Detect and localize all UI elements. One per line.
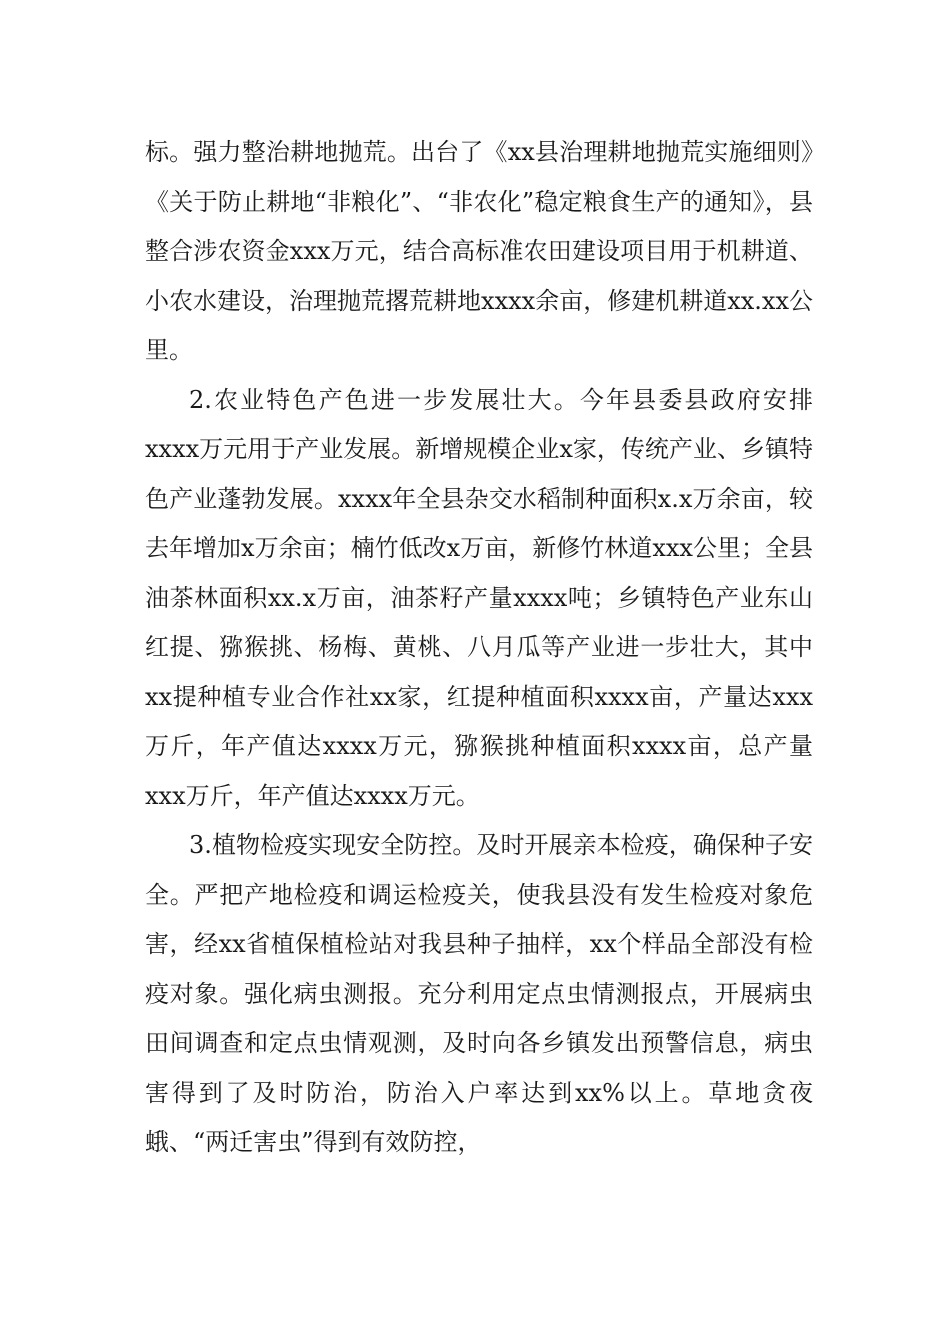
body-text xyxy=(145,128,813,1168)
paragraph-plant-quarantine: 3.植物检疫实现安全防控。及时开展亲本检疫，确保种子安全。严把产地检疫和调运检疫关，使我县没有发生检疫对象危害，经xx省植保植检站对我县种子抽样，xx个样品全部没有检疫对象。强化病虫测报。充分利用定点虫情测报点，开展病虫田间调查和定点虫情观测，及时向各乡镇发出预警信息，病虫害得到了及时防治，防治入户率达到xx%以上。草地贪夜蛾、“两迁害虫”得到有效防控， xyxy=(145,831,813,1156)
paragraph-continuation: 标。强力整治耕地抛荒。出台了《xx县治理耕地抛荒实施细则》《关于防止耕地“非粮化”、“非农化”稳定粮食生产的通知》，县整合涉农资金xxx万元，结合高标准农田建设项目用于机耕道、小农水建设，治理抛荒撂荒耕地xxxx余亩，修建机耕道xx.xx公里。 xyxy=(145,138,813,364)
paragraph-agri-industry: 2.农业特色产色进一步发展壮大。今年县委县政府安排xxxx万元用于产业发展。新增规模企业x家，传统产业、乡镇特色产业蓬勃发展。xxxx年全县杂交水稻制种面积x.x万余亩，较去年增加x万余亩；楠竹低改x万亩，新修竹林道xxx公里；全县油茶林面积xx.x万亩，油茶籽产量xxxx吨；乡镇特色产业东山红提、猕猴挑、杨梅、黄桃、八月瓜等产业进一步壮大，其中xx提种植专业合作社xx家，红提种植面积xxxx亩，产量达xxx万斤，年产值达xxxx万元，猕猴挑种植面积xxxx亩，总产量xxx万斤，年产值达xxxx万元。 xyxy=(145,385,813,810)
